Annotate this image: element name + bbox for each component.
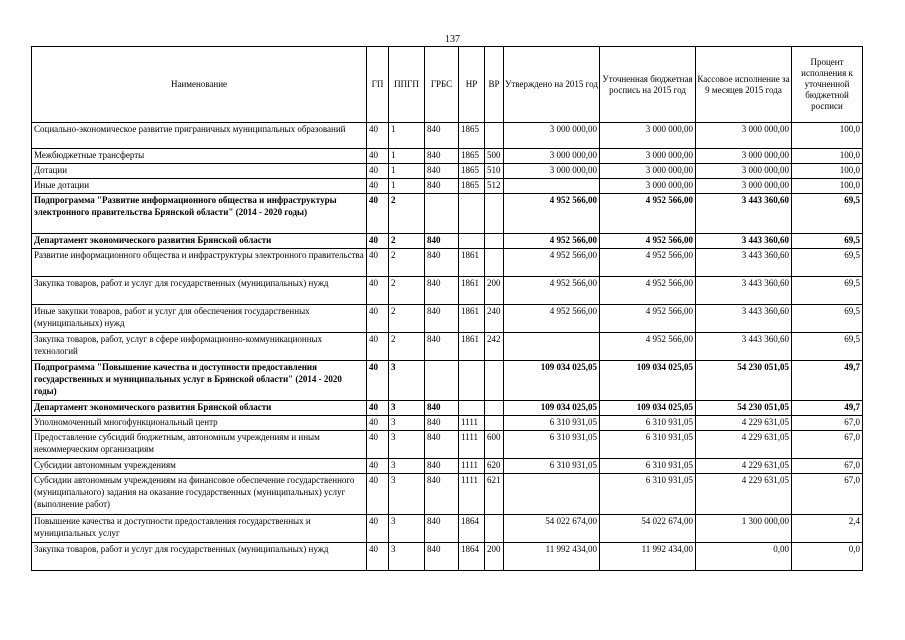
table-row — [32, 543, 863, 571]
cell-grbs: 840 — [425, 305, 459, 333]
cell-grbs: 840 — [425, 149, 459, 164]
table-row — [32, 234, 863, 249]
cell-gp: 40 — [367, 305, 389, 333]
cell-grbs: 840 — [425, 431, 459, 459]
cell-approved: 6 310 931,05 — [504, 431, 600, 459]
cell-name: Социально-экономическое развитие приграничных муниципальных образований — [32, 123, 367, 149]
cell-cash: 4 229 631,05 — [696, 416, 792, 431]
cell-refined: 6 310 931,05 — [600, 416, 696, 431]
cell-approved: 3 000 000,00 — [504, 149, 600, 164]
cell-ppgp: 3 — [389, 459, 425, 474]
cell-np: 1865 — [459, 149, 485, 164]
cell-np: 1111 — [459, 416, 485, 431]
cell-vr: 200 — [485, 277, 504, 305]
cell-refined: 3 000 000,00 — [600, 123, 696, 149]
cell-vr — [485, 361, 504, 401]
cell-grbs: 840 — [425, 123, 459, 149]
header-gp: ГП — [367, 47, 389, 123]
cell-ppgp: 1 — [389, 164, 425, 179]
cell-percent: 2,4 — [792, 515, 863, 543]
cell-name: Департамент экономического развития Брянской области — [32, 234, 367, 249]
cell-percent: 100,0 — [792, 123, 863, 149]
cell-approved: 3 000 000,00 — [504, 164, 600, 179]
cell-approved — [504, 333, 600, 361]
cell-cash: 0,00 — [696, 543, 792, 571]
cell-vr: 620 — [485, 459, 504, 474]
cell-cash: 4 229 631,05 — [696, 431, 792, 459]
header-percent: Процент исполнения к уточненной бюджетной росписи — [792, 47, 863, 123]
cell-vr: 200 — [485, 543, 504, 571]
cell-ppgp: 2 — [389, 305, 425, 333]
cell-approved: 4 952 566,00 — [504, 234, 600, 249]
cell-percent: 49,7 — [792, 401, 863, 416]
cell-name: Повышение качества и доступности предоставления государственных и муниципальных услуг — [32, 515, 367, 543]
cell-refined: 6 310 931,05 — [600, 459, 696, 474]
cell-gp: 40 — [367, 431, 389, 459]
cell-vr — [485, 416, 504, 431]
cell-vr: 500 — [485, 149, 504, 164]
cell-percent: 67,0 — [792, 431, 863, 459]
cell-name: Закупка товаров, работ и услуг для государственных (муниципальных) нужд — [32, 543, 367, 571]
cell-np: 1861 — [459, 249, 485, 277]
cell-ppgp: 2 — [389, 249, 425, 277]
cell-cash: 54 230 051,05 — [696, 361, 792, 401]
cell-name: Подпрограмма "Развитие информационного общества и инфраструктуры электронного правительства Брянской области" (2014 - 2020 годы) — [32, 194, 367, 234]
header-cash: Кассовое исполнение за 9 месяцев 2015 года — [696, 47, 792, 123]
cell-approved: 11 992 434,00 — [504, 543, 600, 571]
cell-name: Иные закупки товаров, работ и услуг для обеспечения государственных (муниципальных) нужд — [32, 305, 367, 333]
table-row — [32, 431, 863, 459]
header-refined: Уточненная бюджетная роспись на 2015 год — [600, 47, 696, 123]
cell-refined: 54 022 674,00 — [600, 515, 696, 543]
cell-percent: 100,0 — [792, 164, 863, 179]
cell-ppgp: 3 — [389, 474, 425, 515]
cell-ppgp: 3 — [389, 515, 425, 543]
cell-ppgp: 2 — [389, 194, 425, 234]
cell-name: Закупка товаров, работ, услуг в сфере информационно-коммуникационных технологий — [32, 333, 367, 361]
cell-name: Уполномоченный многофункциональный центр — [32, 416, 367, 431]
cell-refined: 3 000 000,00 — [600, 179, 696, 194]
cell-approved: 109 034 025,05 — [504, 361, 600, 401]
cell-vr: 242 — [485, 333, 504, 361]
cell-name: Субсидии автономным учреждениям на финансовое обеспечение государственного (муниципального) задания на оказание государственных (муниципальных) услуг (выполнение работ) — [32, 474, 367, 515]
cell-percent: 69,5 — [792, 234, 863, 249]
cell-refined: 6 310 931,05 — [600, 431, 696, 459]
table-row — [32, 361, 863, 401]
table-row — [32, 474, 863, 515]
cell-np: 1111 — [459, 459, 485, 474]
table-body — [32, 123, 863, 571]
cell-percent: 69,5 — [792, 305, 863, 333]
cell-refined: 4 952 566,00 — [600, 194, 696, 234]
cell-grbs: 840 — [425, 474, 459, 515]
cell-approved — [504, 179, 600, 194]
table-row — [32, 164, 863, 179]
cell-percent: 67,0 — [792, 474, 863, 515]
cell-cash: 4 229 631,05 — [696, 459, 792, 474]
cell-gp: 40 — [367, 333, 389, 361]
cell-gp: 40 — [367, 474, 389, 515]
cell-name: Подпрограмма "Повышение качества и доступности предоставления государственных и муниципальных услуг в Брянской области" (2014 - 2020 годы) — [32, 361, 367, 401]
cell-name: Дотации — [32, 164, 367, 179]
cell-grbs: 840 — [425, 401, 459, 416]
cell-gp: 40 — [367, 515, 389, 543]
cell-gp: 40 — [367, 234, 389, 249]
cell-refined: 109 034 025,05 — [600, 401, 696, 416]
table-row — [32, 401, 863, 416]
cell-cash: 3 443 360,60 — [696, 249, 792, 277]
cell-ppgp: 3 — [389, 431, 425, 459]
table-row — [32, 333, 863, 361]
cell-vr — [485, 123, 504, 149]
cell-name: Департамент экономического развития Брянской области — [32, 401, 367, 416]
cell-cash: 3 443 360,60 — [696, 194, 792, 234]
header-name: Наименование — [32, 47, 367, 123]
cell-cash: 3 443 360,60 — [696, 277, 792, 305]
cell-approved: 54 022 674,00 — [504, 515, 600, 543]
cell-cash: 3 000 000,00 — [696, 149, 792, 164]
cell-refined: 11 992 434,00 — [600, 543, 696, 571]
cell-ppgp: 3 — [389, 401, 425, 416]
cell-cash: 1 300 000,00 — [696, 515, 792, 543]
cell-percent: 0,0 — [792, 543, 863, 571]
cell-approved: 3 000 000,00 — [504, 123, 600, 149]
cell-name: Межбюджетные трансферты — [32, 149, 367, 164]
cell-approved: 6 310 931,05 — [504, 416, 600, 431]
cell-np: 1865 — [459, 164, 485, 179]
cell-ppgp: 2 — [389, 277, 425, 305]
cell-np: 1865 — [459, 179, 485, 194]
cell-percent: 69,5 — [792, 194, 863, 234]
cell-gp: 40 — [367, 401, 389, 416]
cell-np — [459, 401, 485, 416]
cell-np: 1861 — [459, 277, 485, 305]
cell-refined: 3 000 000,00 — [600, 164, 696, 179]
cell-cash: 3 000 000,00 — [696, 179, 792, 194]
cell-vr — [485, 234, 504, 249]
cell-ppgp: 2 — [389, 234, 425, 249]
cell-cash: 3 000 000,00 — [696, 164, 792, 179]
cell-refined: 3 000 000,00 — [600, 149, 696, 164]
cell-approved: 4 952 566,00 — [504, 305, 600, 333]
cell-approved: 109 034 025,05 — [504, 401, 600, 416]
cell-approved: 4 952 566,00 — [504, 194, 600, 234]
cell-gp: 40 — [367, 459, 389, 474]
cell-refined: 4 952 566,00 — [600, 305, 696, 333]
table-row — [32, 194, 863, 234]
table-row — [32, 305, 863, 333]
header-vr: ВР — [485, 47, 504, 123]
cell-grbs — [425, 194, 459, 234]
cell-ppgp: 3 — [389, 543, 425, 571]
cell-gp: 40 — [367, 164, 389, 179]
cell-vr — [485, 515, 504, 543]
cell-gp: 40 — [367, 194, 389, 234]
cell-vr — [485, 194, 504, 234]
cell-refined: 109 034 025,05 — [600, 361, 696, 401]
cell-percent: 69,5 — [792, 249, 863, 277]
cell-grbs: 840 — [425, 515, 459, 543]
cell-approved: 4 952 566,00 — [504, 249, 600, 277]
cell-np: 1864 — [459, 515, 485, 543]
cell-grbs: 840 — [425, 164, 459, 179]
cell-ppgp: 2 — [389, 333, 425, 361]
cell-gp: 40 — [367, 416, 389, 431]
cell-name: Закупка товаров, работ и услуг для государственных (муниципальных) нужд — [32, 277, 367, 305]
table-row — [32, 515, 863, 543]
cell-grbs — [425, 361, 459, 401]
cell-vr: 621 — [485, 474, 504, 515]
cell-gp: 40 — [367, 123, 389, 149]
cell-vr: 512 — [485, 179, 504, 194]
cell-grbs: 840 — [425, 234, 459, 249]
cell-vr: 600 — [485, 431, 504, 459]
cell-np: 1111 — [459, 474, 485, 515]
header-ppgp: ППГП — [389, 47, 425, 123]
cell-approved — [504, 474, 600, 515]
cell-vr — [485, 401, 504, 416]
header-row — [32, 47, 863, 123]
cell-vr — [485, 249, 504, 277]
cell-approved: 6 310 931,05 — [504, 459, 600, 474]
cell-np — [459, 194, 485, 234]
table-row — [32, 459, 863, 474]
cell-percent: 69,5 — [792, 333, 863, 361]
cell-cash: 3 443 360,60 — [696, 234, 792, 249]
table-row — [32, 149, 863, 164]
header-grbs: ГРБС — [425, 47, 459, 123]
cell-vr: 240 — [485, 305, 504, 333]
cell-cash: 3 443 360,60 — [696, 333, 792, 361]
cell-grbs: 840 — [425, 179, 459, 194]
cell-cash: 3 443 360,60 — [696, 305, 792, 333]
page-number: 137 — [445, 34, 460, 45]
table-row — [32, 249, 863, 277]
cell-name: Иные дотации — [32, 179, 367, 194]
header-approved: Утверждено на 2015 год — [504, 47, 600, 123]
cell-percent: 49,7 — [792, 361, 863, 401]
cell-ppgp: 1 — [389, 149, 425, 164]
cell-grbs: 840 — [425, 249, 459, 277]
cell-approved: 4 952 566,00 — [504, 277, 600, 305]
cell-gp: 40 — [367, 543, 389, 571]
cell-ppgp: 1 — [389, 179, 425, 194]
cell-name: Предоставление субсидий бюджетным, автономным учреждениям и иным некоммерческим организациям — [32, 431, 367, 459]
cell-refined: 4 952 566,00 — [600, 234, 696, 249]
cell-gp: 40 — [367, 179, 389, 194]
cell-np — [459, 234, 485, 249]
cell-refined: 4 952 566,00 — [600, 277, 696, 305]
table-row — [32, 416, 863, 431]
table-row — [32, 179, 863, 194]
cell-np: 1865 — [459, 123, 485, 149]
cell-vr: 510 — [485, 164, 504, 179]
cell-gp: 40 — [367, 361, 389, 401]
cell-np: 1861 — [459, 333, 485, 361]
cell-np — [459, 361, 485, 401]
cell-gp: 40 — [367, 277, 389, 305]
cell-grbs: 840 — [425, 277, 459, 305]
cell-cash: 4 229 631,05 — [696, 474, 792, 515]
table-row — [32, 277, 863, 305]
cell-percent: 100,0 — [792, 179, 863, 194]
cell-gp: 40 — [367, 149, 389, 164]
cell-percent: 100,0 — [792, 149, 863, 164]
cell-cash: 3 000 000,00 — [696, 123, 792, 149]
cell-ppgp: 3 — [389, 416, 425, 431]
cell-ppgp: 3 — [389, 361, 425, 401]
cell-percent: 67,0 — [792, 459, 863, 474]
budget-table — [31, 46, 863, 571]
cell-np: 1861 — [459, 305, 485, 333]
cell-refined: 4 952 566,00 — [600, 333, 696, 361]
cell-ppgp: 1 — [389, 123, 425, 149]
cell-cash: 54 230 051,05 — [696, 401, 792, 416]
cell-grbs: 840 — [425, 543, 459, 571]
header-np: НР — [459, 47, 485, 123]
cell-refined: 4 952 566,00 — [600, 249, 696, 277]
table-row — [32, 123, 863, 149]
cell-np: 1864 — [459, 543, 485, 571]
cell-percent: 69,5 — [792, 277, 863, 305]
cell-refined: 6 310 931,05 — [600, 474, 696, 515]
cell-grbs: 840 — [425, 459, 459, 474]
cell-name: Субсидии автономным учреждениям — [32, 459, 367, 474]
cell-np: 1111 — [459, 431, 485, 459]
cell-grbs: 840 — [425, 333, 459, 361]
cell-name: Развитие информационного общества и инфраструктуры электронного правительства — [32, 249, 367, 277]
cell-percent: 67,0 — [792, 416, 863, 431]
cell-gp: 40 — [367, 249, 389, 277]
cell-grbs: 840 — [425, 416, 459, 431]
